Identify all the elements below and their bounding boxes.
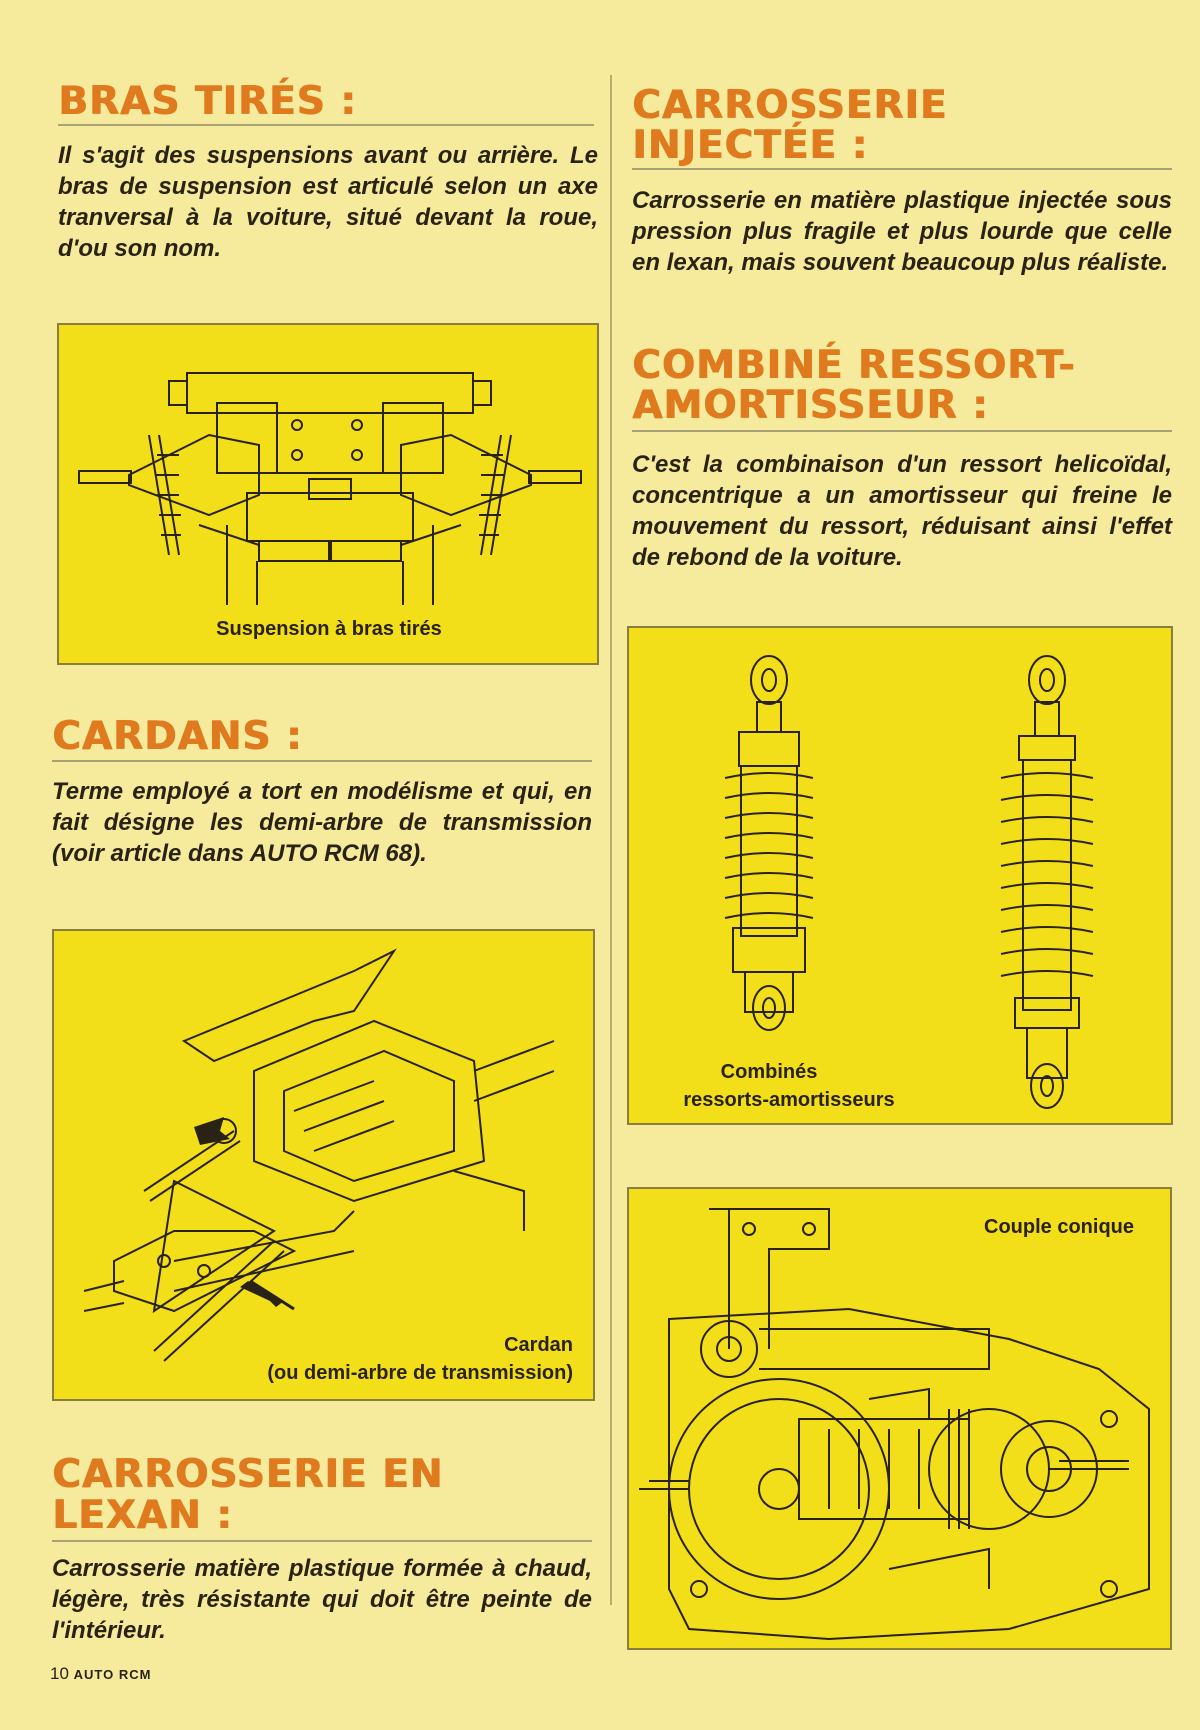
heading-lexan-line2: LEXAN : <box>52 1493 233 1538</box>
heading-bras-tires: BRAS TIRÉS : <box>58 79 357 124</box>
publication-name: AUTO RCM <box>73 1667 152 1682</box>
heading-rule <box>58 124 594 126</box>
caption-suspension: Suspension à bras tirés <box>216 618 442 640</box>
caption-cardan-line2: (ou demi-arbre de transmission) <box>267 1362 573 1384</box>
text-bras-tires: Il s'agit des suspensions avant ou arrière. Le bras de suspension est articulé selon un axe tranversal à la voiture, situé devant la roue, d'ou son nom. <box>58 142 598 262</box>
text-cardans: Terme employé a tort en modélisme et qui, en fait désigne les demi-arbre de transmission (voir article dans AUTO RCM 68). <box>52 778 592 867</box>
heading-combine-line2: AMORTISSEUR : <box>632 383 989 428</box>
shock-absorbers-drawing <box>629 628 1173 1125</box>
suspension-drawing <box>59 325 599 665</box>
gearbox-drawing <box>629 1189 1172 1650</box>
column-divider <box>610 75 612 1605</box>
heading-combine-line1: COMBINÉ RESSORT- <box>632 343 1076 388</box>
figure-couple-conique <box>627 1187 1172 1650</box>
text-lexan: Carrosserie matière plastique formée à chaud, légère, très résistante qui doit être peinte de l'intérieur. <box>52 1555 592 1644</box>
heading-rule <box>632 168 1172 170</box>
caption-combines-line1: Combinés <box>720 1061 818 1083</box>
caption-combines-line2: ressorts-amortisseurs <box>683 1089 895 1111</box>
figure-cardan <box>52 929 595 1401</box>
caption-cardan-line1: Cardan <box>504 1334 573 1356</box>
figure-suspension-bras-tires <box>57 323 599 665</box>
heading-lexan-line1: CARROSSERIE EN <box>52 1452 444 1497</box>
figure-combines <box>627 626 1173 1125</box>
text-combine: C'est la combinaison d'un ressort helicoïdal, concentrique a un amortisseur qui freine le mouvement du ressort, réduisant ainsi l'effet de rebond de la voiture. <box>632 451 1172 571</box>
heading-rule <box>52 1540 592 1542</box>
heading-injectee-line1: CARROSSERIE <box>632 83 948 128</box>
heading-rule <box>52 760 592 762</box>
caption-couple-conique: Couple conique <box>984 1216 1134 1238</box>
page-footer <box>50 1664 151 1684</box>
heading-rule <box>632 430 1172 432</box>
text-injectee: Carrosserie en matière plastique injectée sous pression plus fragile et plus lourde que celle en lexan, mais souvent beaucoup plus réaliste. <box>632 187 1172 276</box>
heading-cardans: CARDANS : <box>52 714 303 759</box>
page-number: 10 <box>50 1664 69 1683</box>
heading-injectee-line2: INJECTÉE : <box>632 123 868 168</box>
